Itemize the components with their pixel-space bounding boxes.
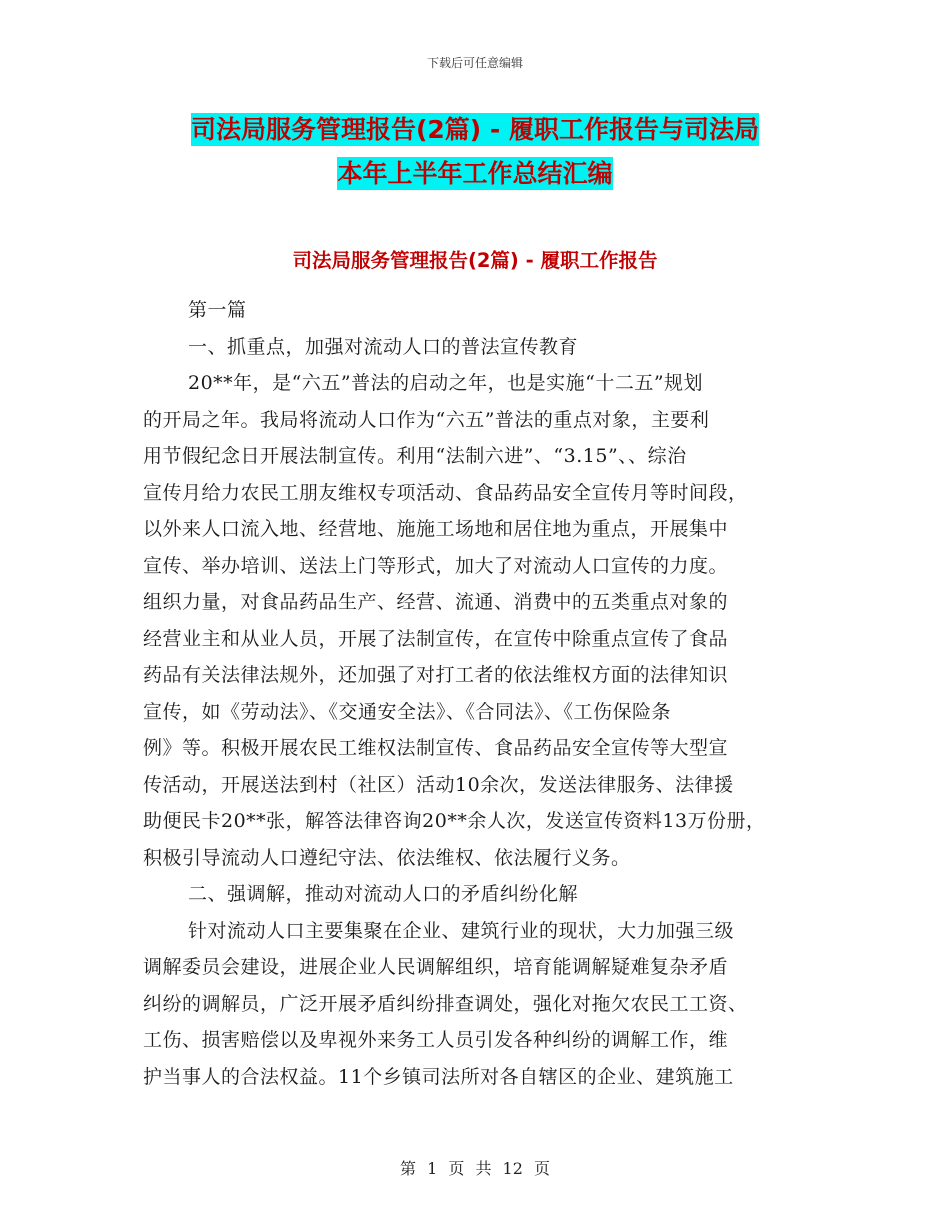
body-line: 药品有关法律法规外，还加强了对打工者的依法维权方面的法律知识	[143, 664, 729, 686]
body-line: 例》等。积极开展农民工维权法制宣传、食品药品安全宣传等大型宣	[143, 737, 729, 759]
section-subtitle: 司法局服务管理报告(2篇) - 履职工作报告	[292, 249, 658, 272]
page-footer: 第 1 页 共 12 页	[400, 1159, 550, 1178]
body-line: 工伤、损害赔偿以及卑视外来务工人员引发各种纠纷的调解工作，维	[143, 1029, 729, 1051]
body-line: 宣传月给力农民工朋友维权专项活动、食品药品安全宣传月等时间段，	[143, 481, 748, 504]
header-note: 下载后可任意编辑	[426, 56, 523, 70]
title-line-2: 本年上半年工作总结汇编	[337, 159, 613, 188]
body-line: 经营业主和从业人员，开展了法制宣传，在宣传中除重点宣传了食品	[143, 627, 729, 650]
body-line: 针对流动人口主要集聚在企业、建筑行业的现状，大力加强三级	[188, 919, 735, 942]
body-line: 以外来人口流入地、经营地、施施工场地和居住地为重点，开展集中	[143, 518, 729, 540]
body-line: 宣传，如《劳动法》、《交通安全法》、《合同法》、《工伤保险条	[143, 700, 672, 723]
body-text	[143, 292, 823, 1095]
body-line: 一、抓重点，加强对流动人口的普法宣传教育	[188, 335, 579, 358]
body-line: 积极引导流动人口遵纪守法、依法维权、依法履行义务。	[143, 846, 631, 869]
title-line-1: 司法局服务管理报告(2篇) - 履职工作报告与司法局	[190, 115, 760, 144]
body-line: 组织力量，对食品药品生产、经营、流通、消费中的五类重点对象的	[143, 591, 729, 613]
body-line: 的开局之年。我局将流动人口作为“六五”普法的重点对象，主要利	[143, 408, 710, 431]
body-line: 第一篇	[188, 299, 247, 321]
body-line: 护当事人的合法权益。11个乡镇司法所对各自辖区的企业、建筑施工	[143, 1065, 734, 1088]
body-line: 纠纷的调解员，广泛开展矛盾纠纷排查调处，强化对拖欠农民工工资、	[143, 992, 748, 1015]
body-line: 传活动，开展送法到村（社区）活动10余次，发送法律服务、法律援	[143, 773, 734, 796]
body-line: 用节假纪念日开展法制宣传。利用“法制六进”、“3.15”、、综治	[143, 445, 687, 467]
body-line: 调解委员会建设，进展企业人民调解组织，培育能调解疑难复杂矛盾	[143, 956, 729, 978]
body-line: 宣传、举办培训、送法上门等形式，加大了对流动人口宣传的力度。	[143, 554, 729, 577]
document-title	[0, 108, 950, 196]
body-line: 20**年，是“六五”普法的启动之年，也是实施“十二五”规划	[188, 372, 704, 394]
body-line: 助便民卡20**张，解答法律咨询20**余人次，发送宣传资料13万份册，	[143, 810, 766, 832]
body-line: 二、强调解，推动对流动人口的矛盾纠纷化解	[188, 883, 579, 905]
